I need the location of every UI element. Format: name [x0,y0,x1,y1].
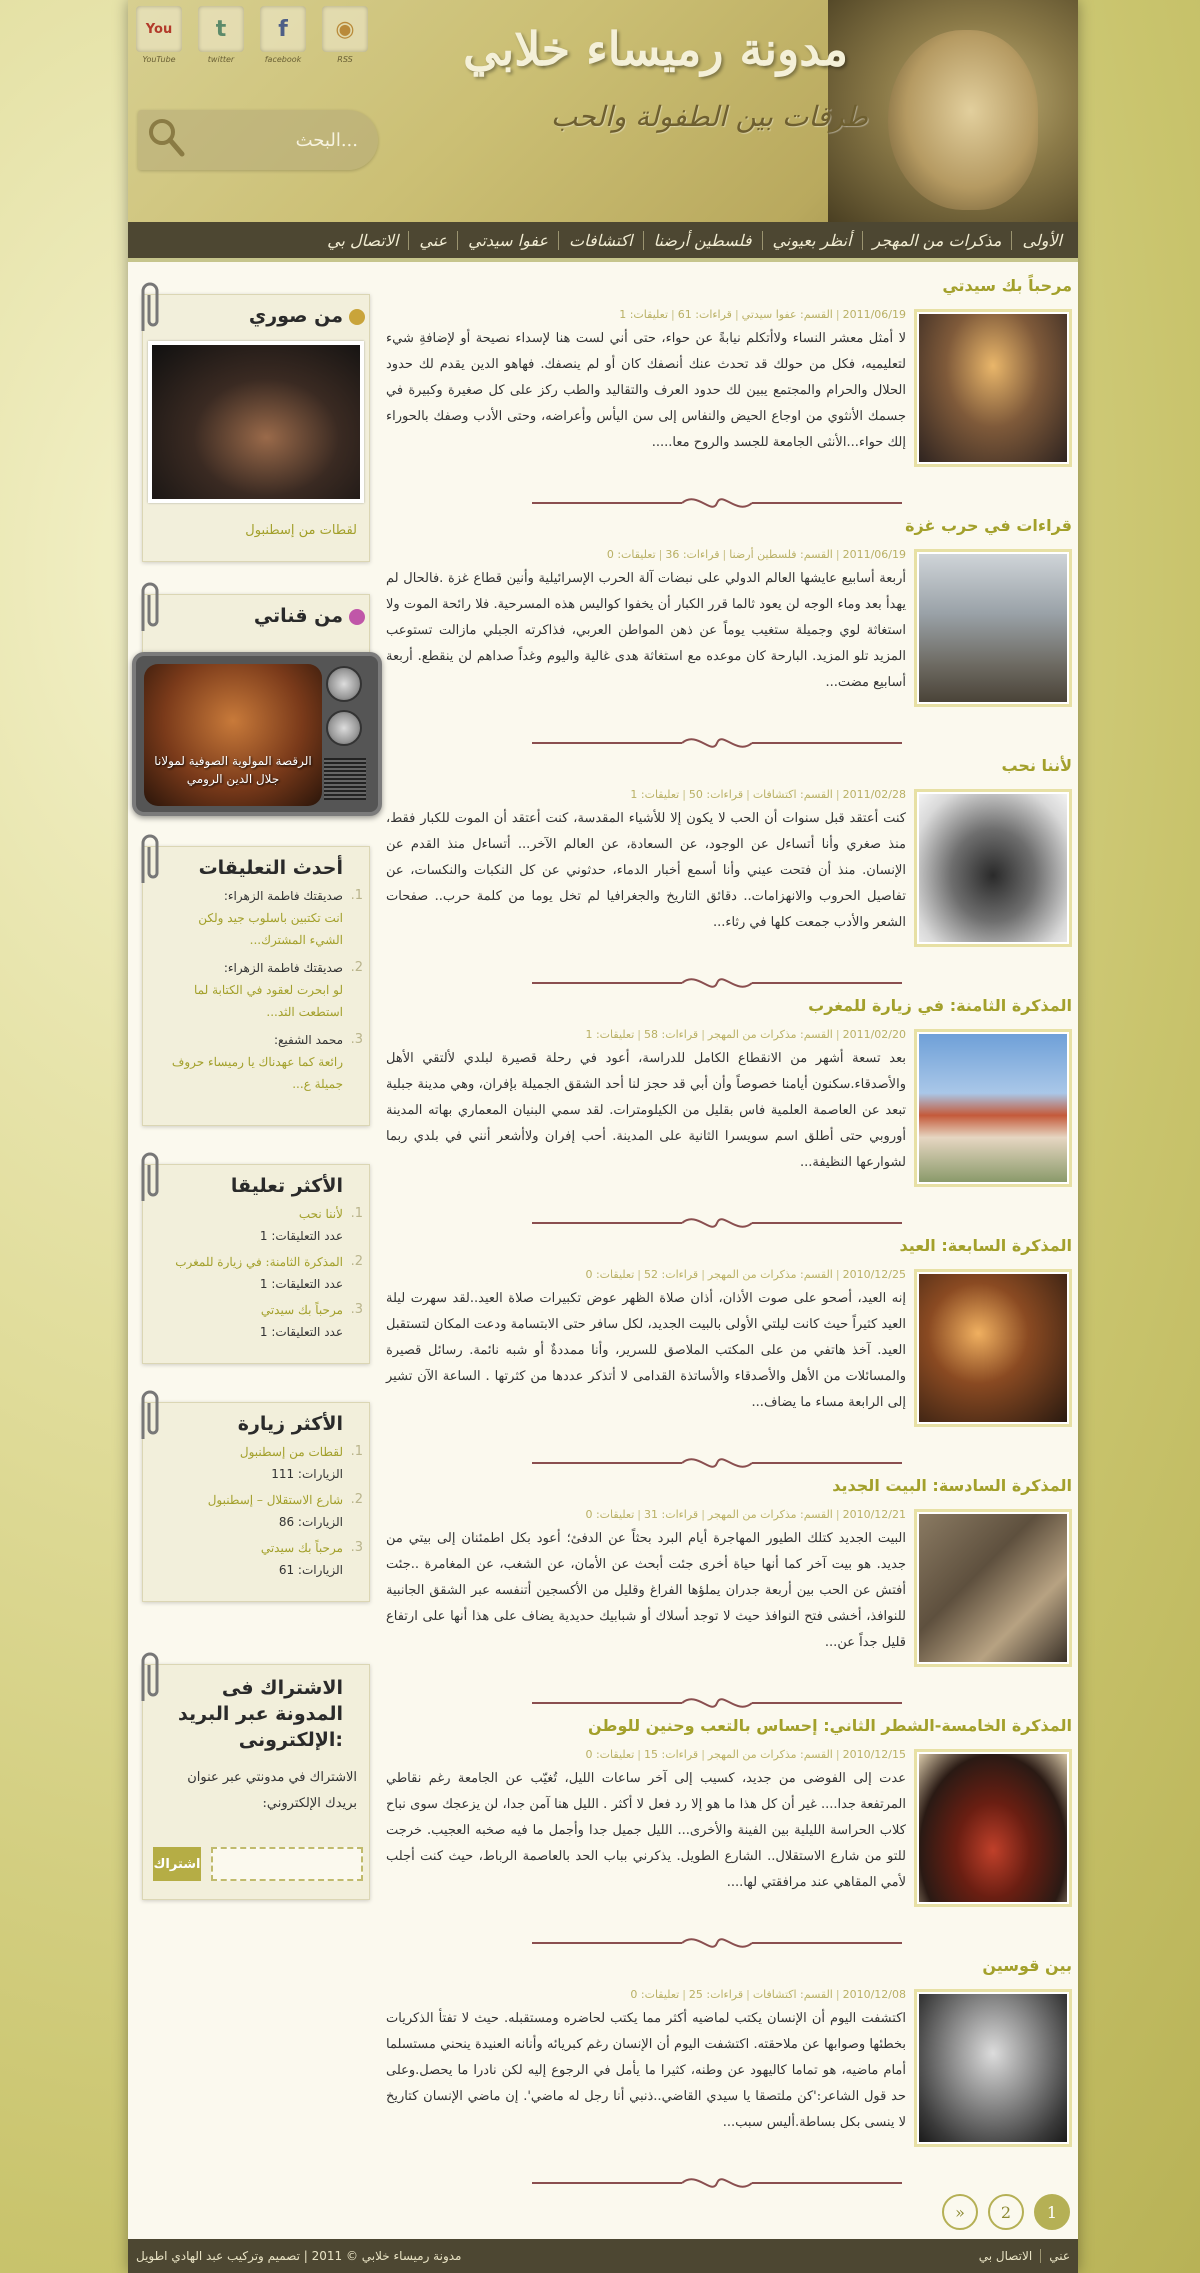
post-date: 2010/12/15 [842,1748,906,1761]
tv-knob-icon [326,710,362,746]
facebook-icon: f [260,6,306,52]
post-item [382,1956,1072,2196]
post-link[interactable]: لأننا نحب [298,1207,343,1221]
post-title[interactable]: بين قوسين [982,1956,1072,1975]
gaza-smoke-image [919,554,1067,702]
post-reads: قراءات: 25 [688,1988,744,2001]
site-tagline: طرقات بين الطفولة والحب [550,100,868,133]
comment-text[interactable]: انت تكتبين باسلوب جيد ولكن الشيء المشترك... [198,911,343,947]
comment-text[interactable]: رائعة كما عهدناك يا رميساء حروف جميلة ع... [171,1055,343,1091]
hands-soil-image [919,794,1067,942]
subscribe-form [153,1845,363,1883]
post-meta: 2010/12/21|القسم: مذكرات من المهجر|قراءات: 31|تعليقات: 0 [585,1508,906,1521]
post-item [382,1716,1072,1956]
search-icon[interactable] [144,116,188,160]
nav-item-home[interactable]: الأولى [1011,231,1072,250]
photos-title: من صوري [248,305,343,327]
site-title[interactable]: مدونة رميساء خلابي [463,22,848,76]
youtube-link[interactable] [134,6,184,68]
post-reads: قراءات: 50 [688,788,744,801]
post-reads: قراءات: 61 [677,308,732,321]
most-visited-widget [142,1402,370,1602]
ifrane-houses-image [919,1034,1067,1182]
twitter-label: twitter [207,55,235,64]
nav-item-discoveries[interactable]: اكتشافات [558,231,643,250]
social-links [134,6,370,68]
post-meta: 2010/12/08|القسم: اكتشافات|قراءات: 25|تعليقات: 0 [630,1988,906,2001]
night-street-image [919,1274,1067,1422]
photo-thumbnail[interactable] [148,341,364,503]
comment-author: محمد الشفيع: [273,1033,343,1047]
post-excerpt: لا أمثل معشر النساء ولاأتكلم نيابةً عن حواء، حتى أني لست هنا لإسداء نصيحة أو لإضافةِ شيء لتعليميه، فكل من حولك قد تحدث عنك أنصفك كان أو لم ينصفك. فهاهو الدين يقدم لك حدود الحلال والحرام والمجتمع يبين لك حدود العرف والتقاليد والطب ركز على كل صغيرة وكبيرة في جسمك الأنثوي من اوجاع الحيض والنفاس إلى سن اليأس وأعراضه، وحتى الأدب وصفك بالحوراء إلك حواء...الأنثى الجامعة للجسد والروح معا..... [386,331,906,450]
post-meta: 2011/02/28|القسم: اكتشافات|قراءات: 50|تعليقات: 1 [630,788,906,801]
nav-item-excuse-me[interactable]: عفوا سيدتي [457,231,558,250]
facebook-label: facebook [264,55,302,64]
post-item [382,1236,1072,1476]
subscribe-widget [142,1664,370,1900]
post-item [382,516,1072,756]
post-category[interactable]: القسم: مذكرات من المهجر [707,1268,833,1281]
search-box [138,110,378,170]
channel-title: من قناتي [253,605,343,627]
widget-title: الاشتراك فى المدونة عبر البريد الإلكترونى: [178,1677,343,1751]
nav-item-my-eyes[interactable]: أنظر بعيوني [762,231,862,250]
post-link[interactable]: مرحباً بك سيدتي [260,1303,343,1317]
widget-title: أحدث التعليقات [198,857,343,879]
comment-author: صديقتك فاطمة الزهراء: [223,961,343,975]
comment-count: عدد التعليقات: 1 [259,1229,343,1243]
forest-path-image [919,1994,1067,2142]
post-item [382,276,1072,516]
most-commented-widget [142,1164,370,1364]
page [128,0,1078,2273]
facebook-link[interactable] [258,6,308,68]
post-link[interactable]: لقطات من إسطنبول [239,1445,343,1459]
post-excerpt: بعد تسعة أشهر من الانقطاع الكامل للدراسة، أعود في رحلة قصيرة لبلدي لألتقي الأهل والأصدقاء.سكنون أيامنا خصوصاً وأن أبي قد حجز لنا أحد الشقق الجميلة بإفران، وهي مدينة جبلية تبعد عن العاصمة العلمية فاس بقليل من الكيلومترات. لقد سمي البنيان المعماري بهاته المدينة أوروبي حتى أطلق اسم سويسرا الثانية على المدينة. أحب إفران ولاأشعر أنني في بلدي ربما لشوارعها النظيفة... [386,1051,906,1170]
post-comments-count[interactable]: تعليقات: 1 [619,308,669,321]
post-thumbnail[interactable] [914,1269,1072,1427]
post-link[interactable]: شارع الاستقلال – إسطنبول [207,1493,343,1507]
widget-title [143,295,369,333]
nav-item-palestine[interactable]: فلسطين أرضنا [643,231,762,250]
tv-knob-icon [326,666,362,702]
comment-item [143,957,369,1023]
list-number: 2. [350,1254,363,1269]
video-caption: الرقصة المولوية الصوفية لمولانا جلال الدين الرومي [154,754,312,786]
comment-item [143,885,369,951]
pin-icon [349,309,365,325]
post-category[interactable]: القسم: مذكرات من المهجر [707,1508,833,1521]
footer-copyright: مدونة رميساء خلابي © 2011 | تصميم وتركيب عبد الهادي اطويل [136,2249,462,2263]
comment-item [143,1029,369,1095]
post-thumbnail[interactable] [914,1749,1072,1907]
list-number: 2. [350,960,363,975]
youtube-label: YouTube [142,55,176,64]
youtube-icon: You [136,6,182,52]
comment-text[interactable]: لو ابحرت لعقود في الكتابة لما استطعت الثد... [194,983,343,1019]
list-item [143,1299,369,1343]
ornament-divider [532,1210,902,1236]
old-house-image [919,1514,1067,1662]
flower-icon [349,609,365,625]
ornament-divider [532,1690,902,1716]
post-category[interactable]: القسم: اكتشافات [752,788,833,801]
twitter-icon: t [198,6,244,52]
post-meta: 2011/02/20|القسم: مذكرات من المهجر|قراءات: 58|تعليقات: 1 [585,1028,906,1041]
post-title[interactable]: المذكرة الخامسة-الشطر الثاني: إحساس بالتعب وحنين للوطن [588,1716,1072,1735]
post-excerpt: إنه العيد، أصحو على صوت الأذان، أذان صلاة الظهر عوض تكبيرات صلاة العيد..لقد سهرت ليلة العيد كثيراً حيث كانت ليلتي الأولى بالبيت الجديد، لكل سافر حتى الابتسامة ودعت المكان لتستقبل العيد. آخذ هاتفي من على المكتب الملاصق للسرير، وأنا ممددةٌ أو شبه نائمة. رسائل قصيرة والمسائلات من الأهل والأصدقاء والأساتذة القدامى لا أتذكر عددها من كثرتها . الساعة الآن تشير إلى الرابعة مساء ما يضاف... [386,1291,906,1410]
pagination [942,2194,1070,2230]
footer-link-contact[interactable]: الاتصال بي [978,2249,1033,2263]
photos-widget [142,294,370,562]
umbrella-woman-image [919,314,1067,462]
widget-title: الأكثر زيارة [237,1413,343,1435]
post-thumbnail[interactable] [914,549,1072,707]
post-item [382,996,1072,1236]
list-item [143,1203,369,1247]
post-item [382,756,1072,996]
page-2-button[interactable]: 2 [988,2194,1024,2230]
post-comments-count[interactable]: تعليقات: 0 [606,548,656,561]
widget-title: الأكثر تعليقا [230,1175,343,1197]
post-reads: قراءات: 58 [644,1028,699,1041]
rss-link[interactable] [320,6,370,68]
post-title[interactable]: قراءات في حرب غزة [905,516,1072,535]
visit-count: الزيارات: 111 [271,1467,343,1481]
post-category[interactable]: القسم: فلسطين أرضنا [729,548,833,561]
post-title[interactable]: لأننا نحب [1001,756,1072,775]
post-excerpt: اكتشفت اليوم أن الإنسان يكتب لماضيه أكثر مما يكتب لحاضره ومستقبله. حيث لا تفتأ الذكريات بخطئها وصوابها عن ملاحقته. اكتشفت اليوم أن الإنسان رغم كبريائه وأنانه العنيدة ينحني مستسلما أمام ماضيه، هو تماما كاليهود عن وطنه، كثيرا ما يأمل في الرجوع إليه لكن نادرا ما يحصل.وعلى حد قول الشاعر:'كن ملتصقا يا سيدي القاضي..ذنبي أنا رجل له ماضي'. إن ماضي الإنسان كتاريخ لا ينسى بكل بساطة.أليس سبب... [386,2011,906,2130]
portrait-face [888,30,1038,210]
post-excerpt: عدت إلى الفوضى من جديد، كسيب إلى آخر ساعات الليل، تُغيّب عن الجامعة رغم نقاطي المرتفعة جدا.... غير أن كل هذا ما هو إلا رد فعل لا أكثر . الليل هنا آمن جدا، لن يزعجك سوى نباح كلاب الحراسة الليلية بين الفينة والأخرى... الليل جميل جدا وأجمل ما فيه صخبه العجيب. خرجت للتو من شارع الاستقلال.. الشارع الطويل. يذكرني بباب الحد بالعاصمة الرباط، حيث كنت أجلب لأمي المقاهي عند مرافقتي لها.... [386,1771,906,1890]
post-excerpt: أربعة أسابيع عايشها العالم الدولي على نبضات آلة الحرب الإسرائيلية وأنين قطاع غزة .فالحال لم يهدأ بعد وماء الوجه لن يعود ثالما قرر الكبار أن يخفوا كواليس هذه المسرحية. فلا رائحة الموت ولا استغاثة لوي وجميلة ستغيب يوماً عن ذهن المواطن العربي، فذاكرته الجبلي مازالت تستوعب المزيد تلو المزيد. البارحة كان موعده مع استغاثة هدى غالية واليوم وغداً صداهم لن ينقطع. أربعة أسابيع مضت... [386,571,906,690]
ornament-divider [532,1450,902,1476]
post-meta: 2011/06/19|القسم: عفوا سيدتي|قراءات: 61|تعليقات: 1 [619,308,906,321]
post-title[interactable]: المذكرة الثامنة: في زيارة للمغرب [808,996,1072,1015]
nav-item-about[interactable]: عني [408,231,457,250]
search-input[interactable] [208,126,358,154]
post-meta: 2010/12/25|القسم: مذكرات من المهجر|قراءات: 52|تعليقات: 0 [585,1268,906,1281]
twitter-link[interactable] [196,6,246,68]
photo-caption[interactable]: لقطات من إسطنبول [245,523,357,538]
list-number: 3. [350,1032,363,1047]
ornament-divider [532,970,902,996]
post-category[interactable]: القسم: مذكرات من المهجر [707,1028,833,1041]
post-meta: 2010/12/15|القسم: مذكرات من المهجر|قراءات: 15|تعليقات: 0 [585,1748,906,1761]
post-meta: 2011/06/19|القسم: فلسطين أرضنا|قراءات: 36|تعليقات: 0 [606,548,906,561]
footer-links [971,2249,1070,2263]
comment-author: صديقتك فاطمة الزهراء: [223,889,343,903]
page-1-button[interactable]: 1 [1034,2194,1070,2230]
site-footer [128,2239,1078,2273]
post-title[interactable]: المذكرة السابعة: العيد [899,1236,1072,1255]
list-number: 1. [350,1206,363,1221]
ornament-divider [532,490,902,516]
post-reads: قراءات: 52 [644,1268,699,1281]
site-header [128,0,1078,222]
video-screen[interactable] [144,664,322,806]
post-comments-count[interactable]: تعليقات: 1 [630,788,680,801]
post-date: 2011/02/20 [842,1028,906,1041]
post-comments-count[interactable]: تعليقات: 0 [630,1988,680,2001]
post-thumbnail[interactable] [914,309,1072,467]
post-date: 2010/12/25 [842,1268,906,1281]
post-date: 2010/12/08 [842,1988,906,2001]
footer-link-about[interactable]: عني [1040,2249,1070,2263]
post-thumbnail[interactable] [914,1029,1072,1187]
post-link[interactable]: مرحباً بك سيدتي [260,1541,343,1555]
subscribe-button[interactable]: اشتراك [153,1847,201,1881]
post-date: 2010/12/21 [842,1508,906,1521]
post-thumbnail[interactable] [914,1509,1072,1667]
list-item [143,1489,369,1533]
visit-count: الزيارات: 61 [278,1563,343,1577]
post-comments-count[interactable]: تعليقات: 0 [585,1508,635,1521]
list-number: 2. [350,1492,363,1507]
post-excerpt: كنت أعتقد قبل سنوات أن الحب لا يكون إلا للأشياء المقدسة، كنت أعتقد أن الموت للكبار فقط، منذ صغري وأنا أتساءل عن الوجود، عن السعادة، عن العالم الآخر... أتساءل منذ القدم عن الإنسان. منذ أن فتحت عيني وأنا أسمع أخبار الدماء، حدثوني عن كل النكبات والنكسات، عن تفاصيل الحروب والانهزامات.. دقائق التاريخ والجغرافيا لم تخل يوما من كلمة حرب.. صفحات الشعر والأدب جمعت كلها في رثاء... [386,811,906,930]
ornament-divider [532,2170,902,2196]
main-nav [128,222,1078,262]
post-thumbnail[interactable] [914,789,1072,947]
list-item [143,1251,369,1295]
istanbul-tea-image [919,1754,1067,1902]
recent-comments-widget [142,846,370,1126]
post-title[interactable]: المذكرة السادسة: البيت الجديد [832,1476,1072,1495]
ornament-divider [532,1930,902,1956]
subscribe-lead: الاشتراك في مدونتي عبر عنوان بريدك الإلكتروني: [187,1770,357,1811]
list-item [143,1537,369,1581]
post-reads: قراءات: 31 [644,1508,699,1521]
post-comments-count[interactable]: تعليقات: 0 [585,1748,635,1761]
widget-title [143,595,369,633]
post-category[interactable]: القسم: مذكرات من المهجر [707,1748,833,1761]
video-player[interactable] [132,652,382,816]
rss-label: RSS [337,55,353,64]
post-item [382,1476,1072,1716]
post-category[interactable]: القسم: اكتشافات [752,1988,833,2001]
post-comments-count[interactable]: تعليقات: 0 [585,1268,635,1281]
list-number: 3. [350,1302,363,1317]
post-date: 2011/02/28 [842,788,906,801]
speaker-grill [324,758,366,800]
post-thumbnail[interactable] [914,1989,1072,2147]
post-date: 2011/06/19 [842,308,906,321]
post-title[interactable]: مرحباً بك سيدتي [942,276,1072,295]
visit-count: الزيارات: 86 [278,1515,343,1529]
next-page-button[interactable]: » [942,2194,978,2230]
list-number: 1. [350,888,363,903]
comment-count: عدد التعليقات: 1 [259,1277,343,1291]
nav-item-contact[interactable]: الاتصال بي [327,230,399,250]
post-reads: قراءات: 36 [665,548,720,561]
posts-list [382,276,1072,2196]
comment-count: عدد التعليقات: 1 [259,1325,343,1339]
post-link[interactable]: المذكرة الثامنة: في زيارة للمغرب [175,1255,343,1269]
post-date: 2011/06/19 [842,548,906,561]
post-comments-count[interactable]: تعليقات: 1 [585,1028,635,1041]
email-field[interactable] [211,1847,363,1881]
list-item [143,1441,369,1485]
nav-item-diaspora-notes[interactable]: مذكرات من المهجر [862,231,1012,250]
list-number: 1. [350,1444,363,1459]
rss-icon: ◉ [322,6,368,52]
post-reads: قراءات: 15 [644,1748,699,1761]
list-number: 3. [350,1540,363,1555]
ornament-divider [532,730,902,756]
post-excerpt: البيت الجديد كتلك الطيور المهاجرة أيام البرد بحثاً عن الدفئ؛ أعود بكل اطمئنان إلى بيتي من جديد. هو بيت آخر كما أنها حياة أخرى جئت أبحث عن الأمان، عن الشغب، عن المغامرة ..جئت أفتش عن الحب بين أربعة جدران يملؤها الفراغ وقليل من الأكسجين أتنفسه عبر الشقق الجانبية للنوافذ، أخشى فتح النوافذ حيث لا توجد أسلاك أو شبابيك حديدية يضاف على هذا أنها على ارتفاع قليل جداً عن... [386,1531,906,1650]
post-category[interactable]: القسم: عفوا سيدتي [741,308,833,321]
